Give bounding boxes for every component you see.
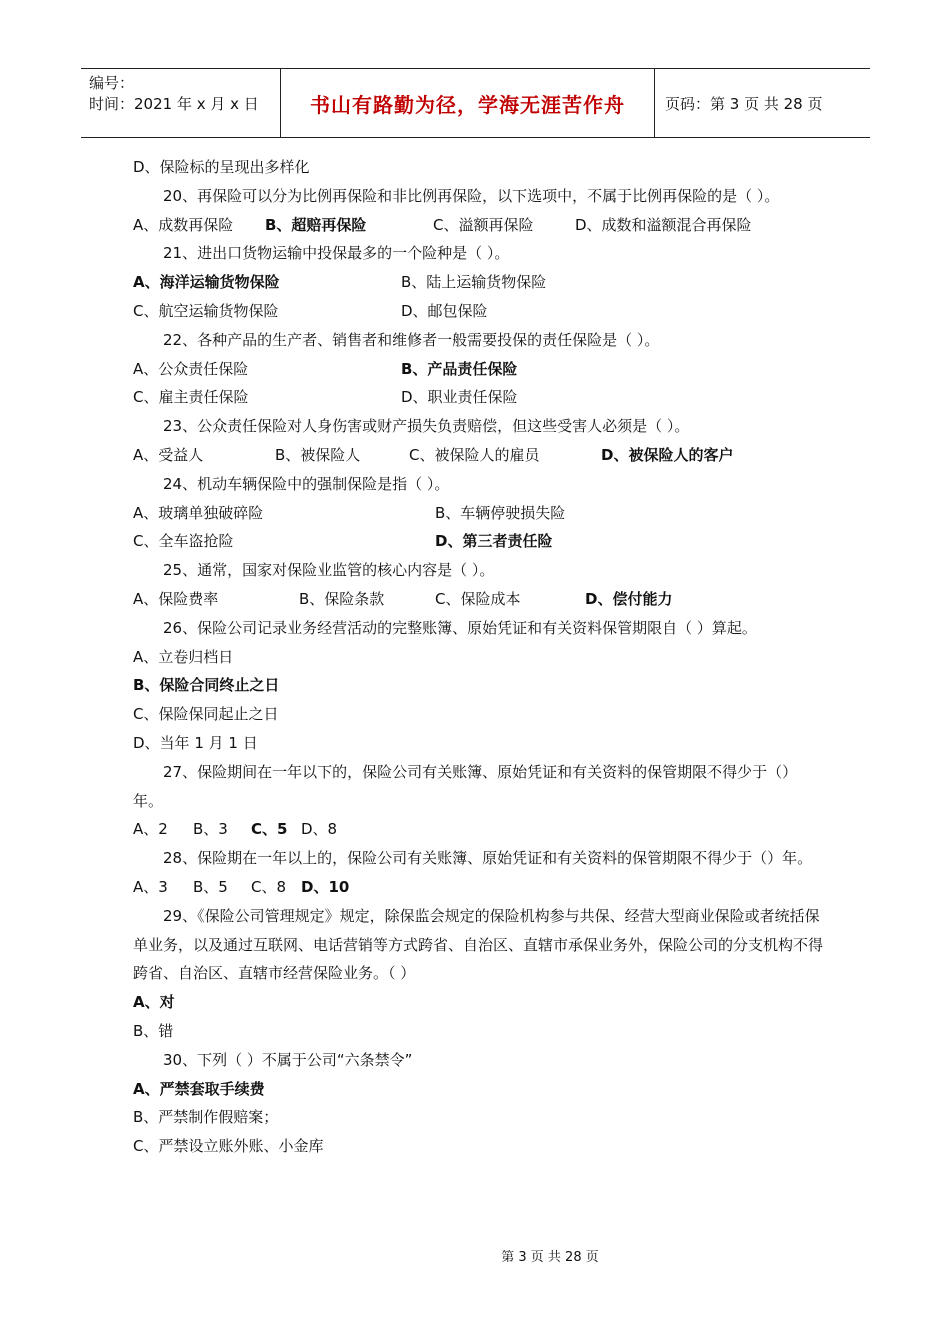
- question-26: 26、保险公司记录业务经营活动的完整账簿、原始凭证和有关资料保管期限自（ ）算起。: [163, 618, 757, 637]
- options-24b: [133, 527, 823, 556]
- motto: 书山有路勤为径，学海无涯苦作舟: [281, 69, 655, 137]
- options-22a: [133, 355, 823, 384]
- option: C、航空运输货物保险: [133, 301, 279, 320]
- option: D、8: [301, 820, 338, 839]
- footer-page-number: 第 3 页 共 28 页: [501, 1250, 599, 1265]
- option: B、错: [133, 1021, 174, 1040]
- options-20: [133, 211, 823, 240]
- option: D、成数和溢额混合再保险: [575, 215, 752, 234]
- option: A、2: [133, 820, 168, 839]
- option: C、被保险人的雇员: [409, 445, 540, 464]
- option: B、5: [193, 877, 228, 896]
- options-21b: [133, 297, 823, 326]
- question-27: 27、保险期间在一年以下的，保险公司有关账簿、原始凭证和有关资料的保管期限不得少于（）年。: [133, 762, 798, 810]
- option: B、保险条款: [299, 589, 385, 608]
- options-24a: [133, 499, 823, 528]
- option: B、3: [193, 820, 228, 839]
- option: C、8: [251, 877, 287, 896]
- options-22b: [133, 383, 823, 412]
- answer-option: B、超赔再保险: [265, 215, 367, 234]
- answer-option: A、海洋运输货物保险: [133, 273, 280, 292]
- answer-option: D、10: [301, 877, 350, 896]
- answer-option: A、严禁套取手续费: [133, 1079, 265, 1098]
- answer-option: B、产品责任保险: [401, 359, 518, 378]
- option: C、溢额再保险: [433, 215, 534, 234]
- page-label: 页码：第 3 页 共 28 页: [665, 94, 823, 113]
- question-21: 21、进出口货物运输中投保最多的一个险种是（ ）。: [163, 244, 510, 263]
- answer-option: A、对: [133, 993, 175, 1012]
- option: A、受益人: [133, 445, 204, 464]
- option: A、公众责任保险: [133, 359, 249, 378]
- option: C、雇主责任保险: [133, 388, 249, 407]
- header-meta: [81, 69, 281, 137]
- option: A、保险费率: [133, 589, 219, 608]
- question-24: 24、机动车辆保险中的强制保险是指（ ）。: [163, 474, 450, 493]
- options-21a: [133, 268, 823, 297]
- option: C、全车盗抢险: [133, 532, 234, 551]
- code-label: 编号：: [89, 74, 135, 92]
- option: C、严禁设立账外账、小金库: [133, 1137, 324, 1156]
- answer-option: D、被保险人的客户: [601, 445, 734, 464]
- option: B、被保险人: [275, 445, 361, 464]
- page-header: [81, 68, 870, 138]
- options-23: [133, 441, 823, 470]
- answer-option: D、偿付能力: [585, 589, 673, 608]
- option: B、陆上运输货物保险: [401, 273, 547, 292]
- option: C、保险成本: [435, 589, 521, 608]
- option: B、车辆停驶损失险: [435, 503, 566, 522]
- option: D、邮包保险: [401, 301, 488, 320]
- option: A、成数再保险: [133, 215, 234, 234]
- question-20: 20、再保险可以分为比例再保险和非比例再保险，以下选项中，不属于比例再保险的是（ ）。: [163, 186, 780, 205]
- option: A、3: [133, 877, 168, 896]
- option: A、玻璃单独破碎险: [133, 503, 264, 522]
- option: C、保险保同起止之日: [133, 705, 279, 724]
- options-27: [133, 815, 823, 844]
- option-line: D、保险标的呈现出多样化: [133, 158, 310, 176]
- options-28: [133, 873, 823, 902]
- time-label: 时间：2021 年 x 月 x 日: [89, 95, 259, 113]
- options-25: [133, 585, 823, 614]
- page-footer: [0, 1246, 950, 1265]
- option: D、当年 1 月 1 日: [133, 733, 258, 752]
- question-22: 22、各种产品的生产者、销售者和维修者一般需要投保的责任保险是（ ）。: [163, 330, 660, 349]
- option: D、职业责任保险: [401, 388, 518, 407]
- option: A、立卷归档日: [133, 647, 234, 666]
- answer-option: B、保险合同终止之日: [133, 676, 280, 695]
- question-28: 28、保险期在一年以上的，保险公司有关账簿、原始凭证和有关资料的保管期限不得少于（）年。: [163, 849, 813, 868]
- answer-option: D、第三者责任险: [435, 532, 553, 551]
- question-29: 29、《保险公司管理规定》规定，除保监会规定的保险机构参与共保、经营大型商业保险或者统括保单业务，以及通过互联网、电话营销等方式跨省、自治区、直辖市承保业务外，保险公司的分支机构不得跨省、自治区、直辖市经营保险业务。（ ）: [133, 906, 824, 983]
- question-25: 25、通常，国家对保险业监管的核心内容是（ ）。: [163, 561, 495, 580]
- question-list: [133, 153, 823, 1161]
- question-30: 30、下列（ ）不属于公司“六条禁令”: [163, 1050, 413, 1069]
- option: B、严禁制作假赔案；: [133, 1108, 279, 1127]
- answer-option: C、5: [251, 820, 288, 839]
- question-23: 23、公众责任保险对人身伤害或财产损失负责赔偿，但这些受害人必须是（ ）。: [163, 417, 690, 436]
